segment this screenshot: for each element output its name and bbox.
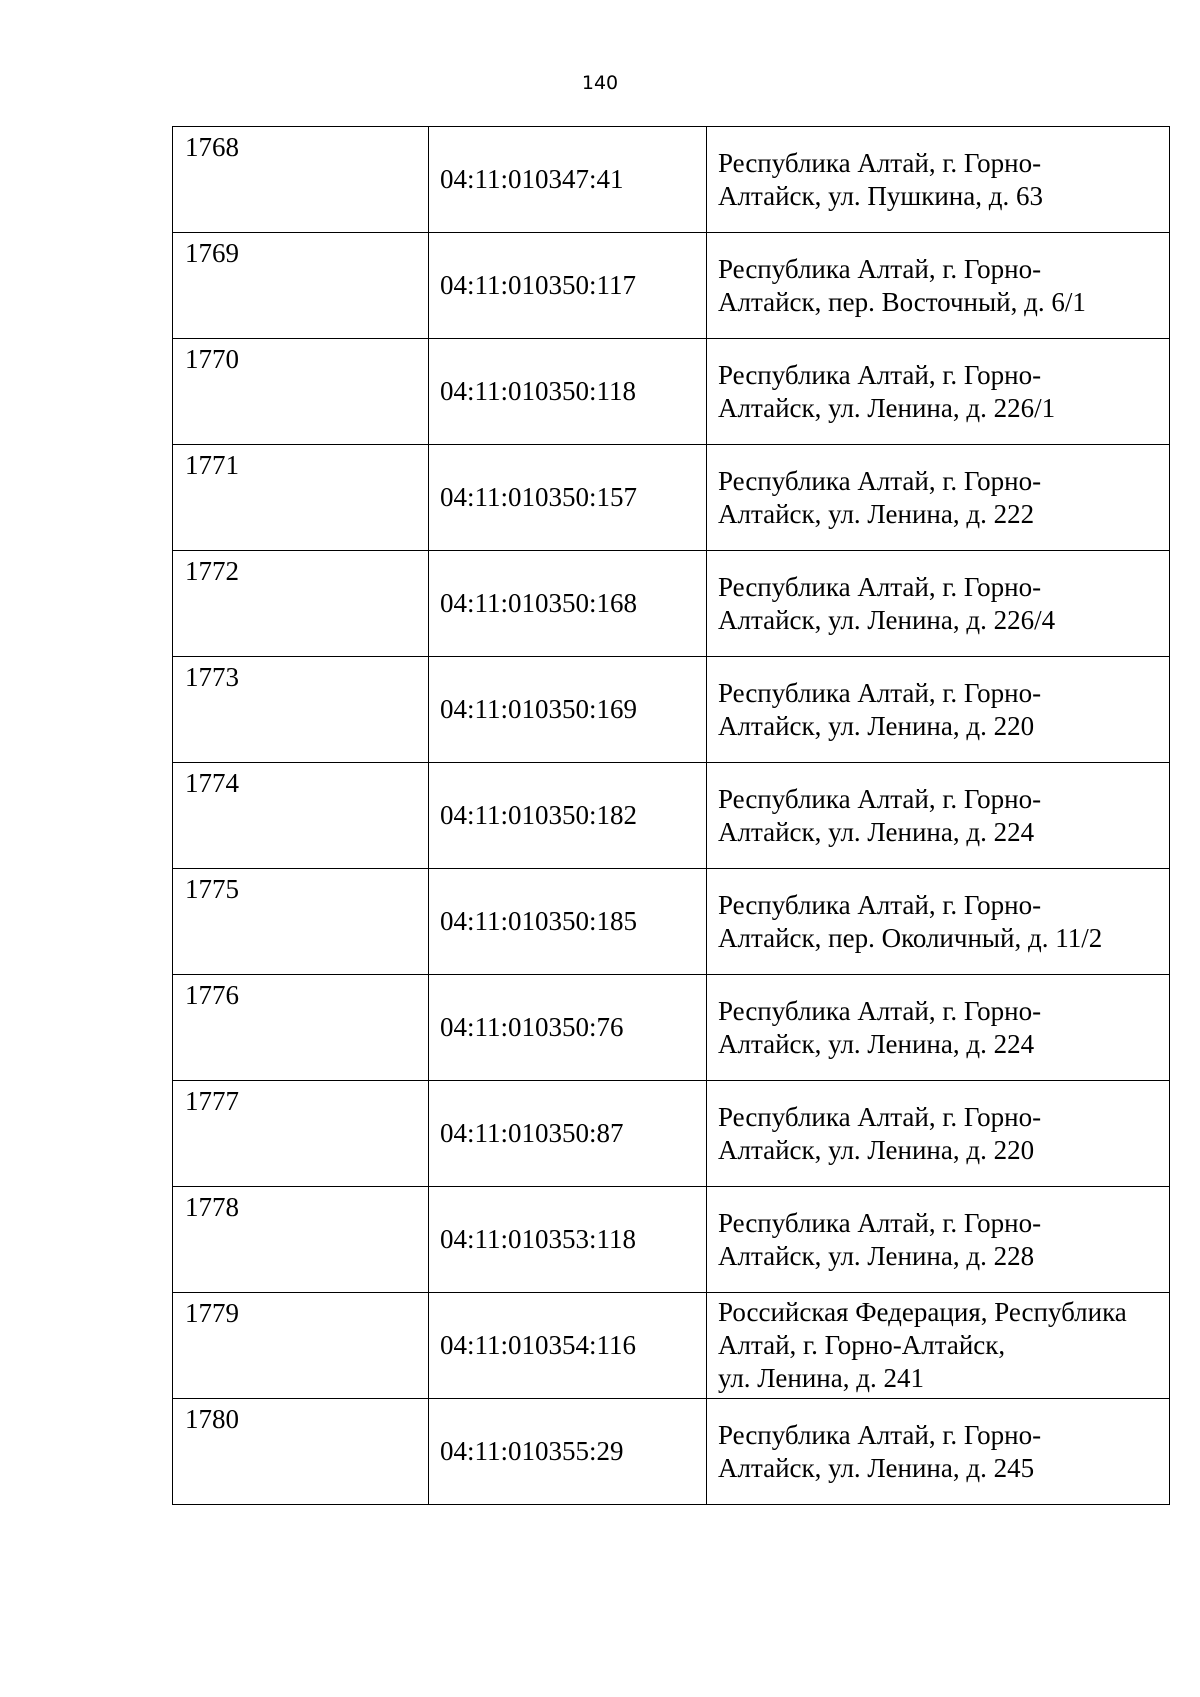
row-number-cell: 1768 [173,127,429,233]
address-line: Алтайск, ул. Ленина, д. 226/1 [718,392,1056,423]
cadastral-number-cell: 04:11:010350:117 [429,233,707,339]
cadastral-number-cell: 04:11:010353:118 [429,1187,707,1293]
cadastral-number-cell: 04:11:010350:185 [429,869,707,975]
address-cell [707,869,1170,975]
address-cell [707,551,1170,657]
address-line: Республика Алтай, г. Горно- [718,677,1042,708]
row-number-cell: 1771 [173,445,429,551]
cadastral-number-cell: 04:11:010350:118 [429,339,707,445]
address-line: Республика Алтай, г. Горно- [718,359,1042,390]
address-line: Алтайск, ул. Ленина, д. 228 [718,1240,1035,1271]
address-line: Республика Алтай, г. Горно- [718,1207,1042,1238]
cadastral-number-cell: 04:11:010350:169 [429,657,707,763]
property-table [172,126,1170,1505]
address-line: Алтайск, пер. Восточный, д. 6/1 [718,286,1086,317]
row-number-cell: 1775 [173,869,429,975]
table-row [173,1293,1170,1399]
address-line: Республика Алтай, г. Горно- [718,995,1042,1026]
address-line: Республика Алтай, г. Горно- [718,571,1042,602]
address-line: Республика Алтай, г. Горно- [718,147,1042,178]
cadastral-number-cell: 04:11:010350:182 [429,763,707,869]
address-cell [707,127,1170,233]
address-line: Республика Алтай, г. Горно- [718,1101,1042,1132]
address-line: Республика Алтай, г. Горно- [718,1419,1042,1450]
address-cell [707,975,1170,1081]
row-number-cell: 1769 [173,233,429,339]
row-number-cell: 1772 [173,551,429,657]
address-line: Российская Федерация, Республика [718,1297,1127,1327]
address-cell [707,1187,1170,1293]
cadastral-number-cell: 04:11:010350:76 [429,975,707,1081]
table-row [173,127,1170,233]
table-row [173,445,1170,551]
address-cell [707,657,1170,763]
table-row [173,1187,1170,1293]
address-cell [707,763,1170,869]
address-line: Алтайск, пер. Околичный, д. 11/2 [718,922,1103,953]
table-row [173,869,1170,975]
address-line: Республика Алтай, г. Горно- [718,253,1042,284]
address-line: Республика Алтай, г. Горно- [718,889,1042,920]
cadastral-number-cell: 04:11:010355:29 [429,1399,707,1505]
address-line: Алтайск, ул. Ленина, д. 226/4 [718,604,1056,635]
address-cell [707,1399,1170,1505]
row-number-cell: 1780 [173,1399,429,1505]
row-number-cell: 1776 [173,975,429,1081]
address-line: Алтайск, ул. Ленина, д. 224 [718,1028,1035,1059]
address-cell [707,233,1170,339]
page-number: 140 [581,72,619,94]
table-row [173,551,1170,657]
address-line: Алтайск, ул. Ленина, д. 220 [718,710,1035,741]
address-line: Алтайск, ул. Пушкина, д. 63 [718,180,1043,211]
row-number-cell: 1779 [173,1293,429,1399]
row-number-cell: 1777 [173,1081,429,1187]
table-row [173,975,1170,1081]
cadastral-number-cell: 04:11:010354:116 [429,1293,707,1399]
row-number-cell: 1770 [173,339,429,445]
address-line: Алтайск, ул. Ленина, д. 222 [718,498,1035,529]
row-number-cell: 1778 [173,1187,429,1293]
table-row [173,1399,1170,1505]
row-number-cell: 1773 [173,657,429,763]
address-line: Республика Алтай, г. Горно- [718,783,1042,814]
address-cell [707,1293,1170,1399]
cadastral-number-cell: 04:11:010350:168 [429,551,707,657]
cadastral-number-cell: 04:11:010350:157 [429,445,707,551]
address-line: Алтайск, ул. Ленина, д. 245 [718,1452,1035,1483]
address-line: Республика Алтай, г. Горно- [718,465,1042,496]
address-cell [707,1081,1170,1187]
table-row [173,657,1170,763]
address-line: Алтайск, ул. Ленина, д. 224 [718,816,1035,847]
row-number-cell: 1774 [173,763,429,869]
table-row [173,233,1170,339]
table-row [173,1081,1170,1187]
table-row [173,763,1170,869]
address-line: ул. Ленина, д. 241 [718,1363,924,1393]
table-row [173,339,1170,445]
address-cell [707,445,1170,551]
cadastral-number-cell: 04:11:010347:41 [429,127,707,233]
cadastral-number-cell: 04:11:010350:87 [429,1081,707,1187]
address-cell [707,339,1170,445]
address-line: Алтай, г. Горно-Алтайск, [718,1330,1006,1360]
address-line: Алтайск, ул. Ленина, д. 220 [718,1134,1035,1165]
property-table-body [173,127,1170,1505]
